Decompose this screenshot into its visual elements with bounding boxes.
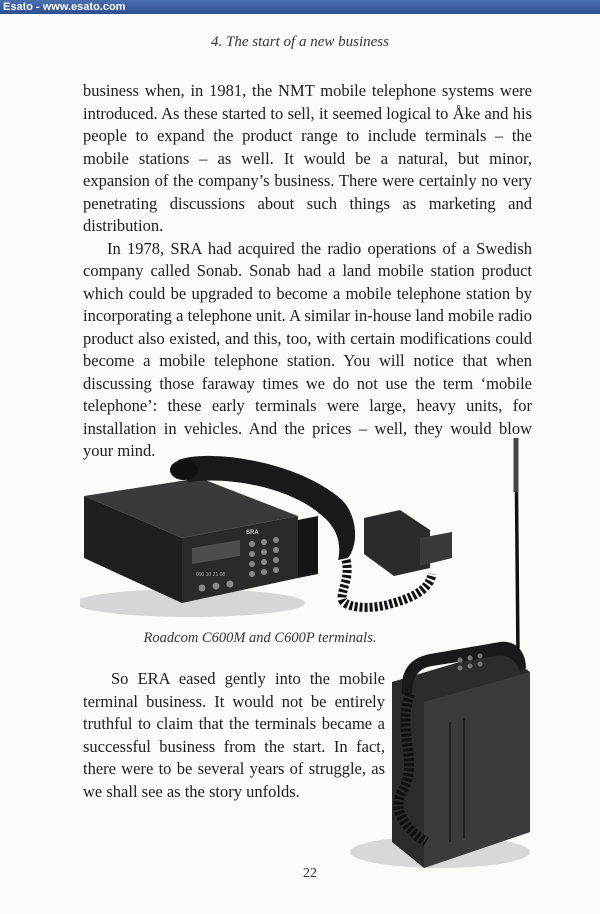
handset-earpiece <box>170 460 198 480</box>
portable-front <box>424 672 530 868</box>
unit-display-text: 090 10 21 08 <box>196 572 226 578</box>
watermark-text: Esato - www.esato.com <box>3 1 126 13</box>
paragraph-2: In 1978, SRA had acquired the radio operations of a Swedish company called Sonab. Sonab had a land mobile station product which could be upgraded to become a mobile telephone station by incorporating a telephone unit. A similar in-house land mobile radio product also existed, and this, too, with certain modifications could become a mobile telephone station. You will notice that when discussing those faraway times we do not use the term ‘mobile telephone’: these early terminals were large, heavy units, for installation in vehicles. And the prices – well, they would blow your mind. <box>83 238 532 460</box>
running-head: 4. The start of a new business <box>211 34 389 50</box>
watermark-bar <box>0 0 600 14</box>
body-text <box>83 80 532 463</box>
roadcom-c600p-image <box>340 432 545 872</box>
brand-label: SRA <box>246 530 259 536</box>
wrapped-text <box>83 668 385 804</box>
paragraph-1: business when, in 1981, the NMT mobile telephone systems were introduced. As these started to sell, it seemed logical to Åke and his people to expand the product range to include terminals – the mobile stations – as well. It would be a natural, but minor, expansion of the company’s business. There were certainly no very penetrating discussions about such things as marketing and distribution. <box>83 81 532 235</box>
handset-cradle <box>298 516 318 578</box>
paragraph-3: So ERA eased gently into the mobile terminal business. It would not be entirely truthful to claim that the terminals became a successful business from the start. In fact, there were to be several years of struggle, as we shall see as the story unfolds. <box>83 669 385 801</box>
page-number: 22 <box>303 866 317 881</box>
figure-caption: Roadcom C600M and C600P terminals. <box>143 630 377 646</box>
